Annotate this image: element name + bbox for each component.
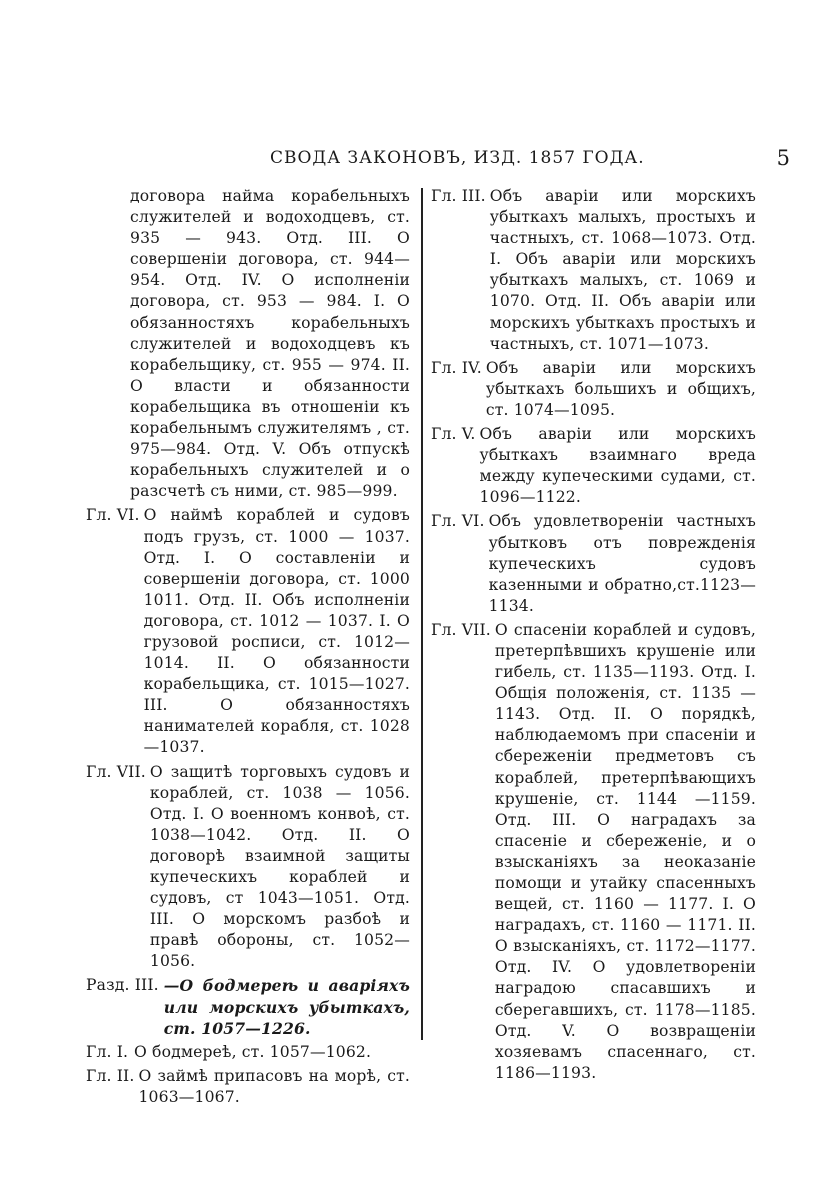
running-title: СВОДА ЗАКОНОВЪ, ИЗД. 1857 ГОДА. xyxy=(270,148,645,168)
toc-entry-text: Объ удовлетвореніи частныхъ убытковъ отъ поврежденія купеческихъ судовъ казенными и обратно,ст.1123—1134. xyxy=(488,512,756,615)
section-title: —О бодмереѣ и аваріяхъ или морскихъ убыткахъ, ст. 1057—1226. xyxy=(163,976,410,1038)
running-header xyxy=(270,148,790,176)
toc-entry-text: О наймѣ кораблей и судовъ подъ грузъ, ст. 1000 — 1037. Отд. I. О составленіи и совершеніи договора, ст. 1000 1011. Отд. II. Объ исполненіи договора, ст. 1012 — 1037. I. О грузовой росписи, ст. 1012—1014. II. О обязанности корабельщика, ст. 1015—1027. III. О обязанностяхъ нанимателей корабля, ст. 1028—1037. xyxy=(143,506,410,757)
toc-entry-text: О защитѣ торговыхъ судовъ и кораблей, ст. 1038 — 1056. Отд. I. О военномъ конвоѣ, ст. 1038—1042. Отд. II. О договорѣ взаимной защиты купеческихъ кораблей и судовъ, ст 1043—1051. Отд. III. О морскомъ разбоѣ и правѣ обороны, ст. 1052—1056. xyxy=(149,762,410,971)
toc-entry-text: Объ аваріи или морскихъ убыткахъ малыхъ, простыхъ и частныхъ, ст. 1068—1073. Отд. I. Объ аваріи или морскихъ убыткахъ малыхъ, ст. 1069 и 1070. Отд. II. Объ аваріи или морскихъ убыткахъ простыхъ и частныхъ, ст. 1071—1073. xyxy=(489,187,756,353)
chapter-label: Гл. V. xyxy=(431,425,476,444)
toc-entry xyxy=(431,511,756,616)
toc-entry-text: О спасеніи кораблей и судовъ, претерпѣвшихъ крушеніе или гибель, ст. 1135—1193. Отд. I. Общія положенія, ст. 1135 — 1143. Отд. II. О порядкѣ, наблюдаемомъ при спасеніи и сбереженіи предметовъ съ кораблей, претерпѣвающихъ крушеніе, ст. 1144 —1159. Отд. III. О наградахъ за спасеніе и сбереженіе, и о взысканіяхъ за неоказаніе помощи и утайку спасенныхъ вещей, ст. 1160 — 1177. I. О наградахъ, ст. 1160 — 1171. II. О взысканіяхъ, ст. 1172—1177. Отд. IV. О удовлетвореніи наградою спасавшихъ и сберегавшихъ, ст. 1178—1185. Отд. V. О возвращеніи хозяевамъ спасеннаго, ст. 1186—1193. xyxy=(494,620,756,1082)
toc-entry xyxy=(431,620,756,1084)
toc-entry xyxy=(86,1066,410,1108)
toc-entry xyxy=(86,762,410,973)
toc-entry xyxy=(431,358,756,421)
chapter-label: Гл. IV. xyxy=(431,358,482,377)
toc-entry-text: Объ аваріи или морскихъ убыткахъ взаимнаго вреда между купеческими судами, ст. 1096—1122. xyxy=(479,425,756,507)
left-column xyxy=(86,186,410,1111)
toc-entry xyxy=(431,186,756,355)
column-divider xyxy=(421,188,423,1040)
chapter-label: Гл. VI. xyxy=(86,506,140,525)
chapter-label: Гл. II. xyxy=(86,1066,135,1085)
toc-entry-text: О займѣ припасовъ на морѣ, ст. 1063—1067. xyxy=(138,1066,410,1106)
toc-entry xyxy=(86,505,410,758)
toc-section-entry xyxy=(86,975,410,1038)
chapter-label: Гл. VI. xyxy=(431,512,485,531)
toc-entry-text: О бодмереѣ, ст. 1057—1062. xyxy=(134,1042,372,1061)
toc-entry xyxy=(86,1042,410,1063)
toc-entry-continuation xyxy=(86,186,410,502)
section-label: Разд. III. xyxy=(86,976,159,995)
toc-entry-text: договора найма корабельныхъ служителей и водоходцевъ, ст. 935 — 943. Отд. III. О совершеніи договора, ст. 944—954. Отд. IV. О исполненіи договора, ст. 953 — 984. I. О обязанностяхъ корабельныхъ служителей и водоходцевъ къ корабельщику, ст. 955 — 974. II. О власти и обязанности корабельщика въ отношеніи къ корабельнымъ служителямъ , ст. 975—984. Отд. V. Объ отпускѣ корабельныхъ служителей и о разсчетѣ съ ними, ст. 985—999. xyxy=(130,187,410,501)
chapter-label: Гл. VII. xyxy=(431,620,491,639)
right-column xyxy=(431,186,756,1087)
page-number: 5 xyxy=(776,146,790,170)
chapter-label: Гл. VII. xyxy=(86,762,146,781)
chapter-label: Гл. III. xyxy=(431,187,486,205)
toc-entry xyxy=(431,424,756,508)
toc-entry-text: Объ аваріи или морскихъ убыткахъ большихъ и общихъ, ст. 1074—1095. xyxy=(485,358,756,419)
chapter-label: Гл. I. xyxy=(86,1042,129,1061)
